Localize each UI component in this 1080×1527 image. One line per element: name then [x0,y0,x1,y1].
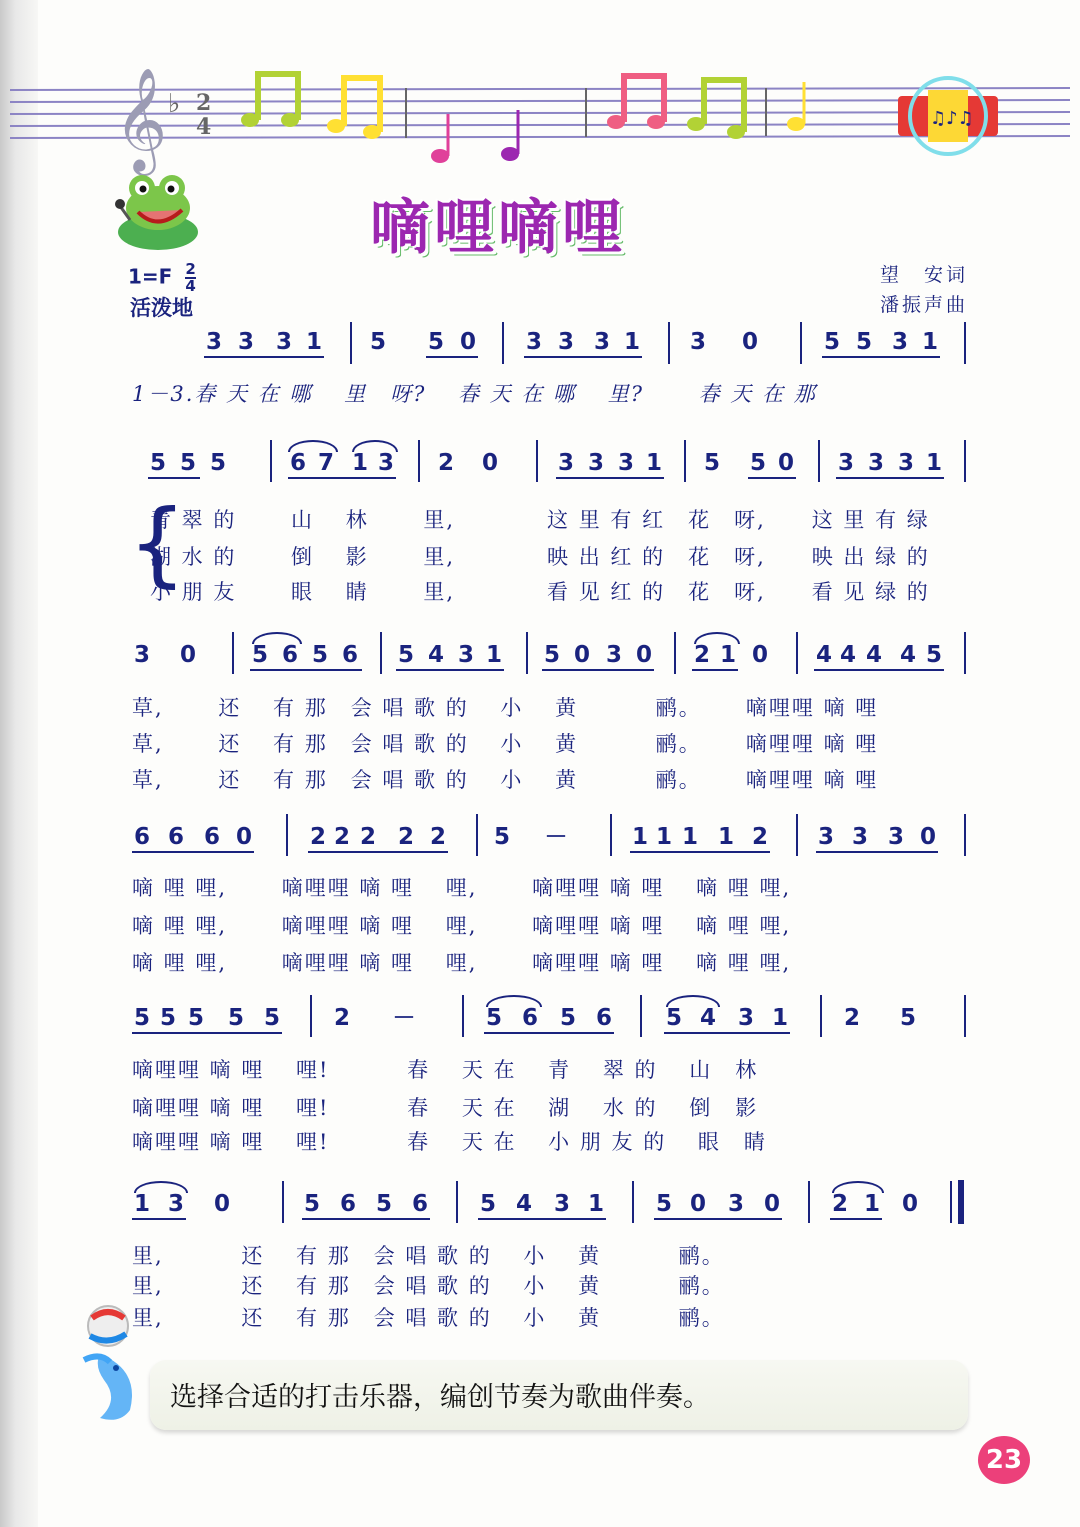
note: 0 [741,329,759,355]
note: 2 [429,824,447,850]
underline [542,669,654,671]
note: 5 [479,1191,497,1217]
note: 0 [901,1191,919,1217]
barline [286,814,288,856]
note: 5 [209,450,227,476]
slur [252,632,302,644]
underline [396,669,504,671]
note: 2 [333,1005,351,1031]
note: 1 [681,824,699,850]
lyrics-verse-3: 嘀哩哩 嘀 哩 哩! 春 天 在 小 朋 友 的 眼 睛 [132,1130,767,1154]
lyrics-verse-1: 草, 还 有 那 会 唱 歌 的 小 黄 鹂。 嘀哩哩 嘀 哩 [132,696,879,720]
slur [694,632,740,644]
note: 0 [763,1191,781,1217]
note: 5 [227,1005,245,1031]
barline [610,814,612,856]
barline [964,440,966,482]
note: 2 [359,824,377,850]
note: 1 [925,450,943,476]
barline [964,322,966,364]
note: 0 [919,824,937,850]
barline [632,1181,634,1223]
barline [476,814,478,856]
lyrics-verse-2: 草, 还 有 那 会 唱 歌 的 小 黄 鹂。 嘀哩哩 嘀 哩 [132,732,879,756]
underline [132,1218,186,1220]
note: 2 [843,1005,861,1031]
note: 1 [133,1191,151,1217]
note: 2 [333,824,351,850]
lyrics-verse: 1－3.春 天 在 哪 里 呀? 春 天 在 哪 里? 春 天 在 那 [132,382,817,406]
note: 1 [645,450,663,476]
note: 0 [777,450,795,476]
barline [964,814,966,856]
underline [308,851,448,853]
key-signature: 1=F $\frac{2}{4}$ [128,260,196,295]
note: 1 [305,329,323,355]
note: 3 [891,329,909,355]
lyrics-verse-3: 草, 还 有 那 会 唱 歌 的 小 黄 鹂。 嘀哩哩 嘀 哩 [132,768,879,792]
note: 3 [737,1005,755,1031]
lyrics-verse-2: 里, 还 有 那 会 唱 歌 的 小 黄 鹂。 [132,1274,725,1298]
note: 5 [855,329,873,355]
barline [310,995,312,1037]
underline [132,851,254,853]
note: 6 [133,824,151,850]
barline [684,440,686,482]
barline [640,995,642,1037]
lyrics-verse-1: 里, 还 有 那 会 唱 歌 的 小 黄 鹂。 [132,1244,725,1268]
svg-text:4: 4 [196,114,212,140]
underline [630,851,770,853]
barline [350,322,352,364]
barline [674,632,676,674]
barline [526,632,528,674]
note: 3 [587,450,605,476]
note: 0 [751,642,769,668]
note: 6 [289,450,307,476]
underline [148,477,200,479]
note: 3 [689,329,707,355]
note: 3 [867,450,885,476]
lyrics-verse-3: 嘀 哩 哩, 嘀哩哩 嘀 哩 哩, 嘀哩哩 嘀 哩 嘀 哩 哩, [132,951,792,975]
note: 3 [817,824,835,850]
note: 3 [851,824,869,850]
barline [502,322,504,364]
barline [800,322,802,364]
note: 4 [865,642,883,668]
barline [282,1181,284,1223]
slur [666,995,720,1007]
barline [818,440,820,482]
note: 2 [437,450,455,476]
note: 5 [493,824,511,850]
underline [132,1032,282,1034]
note: 5 [749,450,767,476]
note: 5 [397,642,415,668]
note: 3 [553,1191,571,1217]
note: 5 [187,1005,205,1031]
note: 2 [751,824,769,850]
note: 5 [251,642,269,668]
note: 4 [427,642,445,668]
note: 1 [587,1191,605,1217]
page-number-badge: 23 [978,1436,1030,1484]
underline [814,669,944,671]
slur [832,1181,884,1193]
note: 3 [837,450,855,476]
lyrics-verse-3: 里, 还 有 那 会 唱 歌 的 小 黄 鹂。 [132,1306,725,1330]
underline [822,356,940,358]
slur [486,995,542,1007]
verse-brace: { [128,490,187,597]
barline [232,632,234,674]
staff-header-decoration [10,40,1070,180]
slur [352,440,398,452]
note: 3 [593,329,611,355]
underline [556,477,664,479]
tempo-marking: 活泼地 [130,296,193,320]
note: 1 [631,824,649,850]
lyrics-verse-2: 湖 水 的 倒 影 里, 映 出 红 的 花 呀, 映 出 绿 的 [150,545,930,569]
note: 4 [515,1191,533,1217]
underline [204,356,324,358]
lyrics-verse-2: 嘀哩哩 嘀 哩 哩! 春 天 在 湖 水 的 倒 影 [132,1096,759,1120]
note: 2 [693,642,711,668]
accordion-icon [898,78,998,154]
underline [478,1218,606,1220]
note: 1 [771,1005,789,1031]
barline [380,632,382,674]
barline [270,440,272,482]
note: － [544,824,568,850]
note: 3 [377,450,395,476]
note: 6 [411,1191,429,1217]
dolphin-mascot-icon [70,1300,160,1430]
frog-mascot-icon [108,170,208,255]
barline [796,632,798,674]
note: 6 [521,1005,539,1031]
underline [692,669,738,671]
note: 5 [559,1005,577,1031]
note: 5 [303,1191,321,1217]
note: 4 [815,642,833,668]
svg-text:𝄞: 𝄞 [114,67,168,172]
underline [816,851,938,853]
lyrics-verse-1: 青 翠 的 山 林 里, 这 里 有 红 花 呀, 这 里 有 绿 [150,508,930,532]
note: 1 [921,329,939,355]
lyricist-credit: 望 安词 [879,264,968,286]
note: 0 [481,450,499,476]
barline [796,814,798,856]
underline [426,356,478,358]
note: 3 [205,329,223,355]
note: 0 [573,642,591,668]
note: 3 [557,450,575,476]
note: 2 [397,824,415,850]
note: 5 [899,1005,917,1031]
note: 3 [237,329,255,355]
note: 3 [525,329,543,355]
note: 3 [167,1191,185,1217]
note: 5 [179,450,197,476]
note: 1 [863,1191,881,1217]
underline [654,1218,782,1220]
barline [536,440,538,482]
barline [456,1181,458,1223]
underline [748,477,796,479]
underline [830,1218,882,1220]
note: 0 [635,642,653,668]
slur [288,440,338,452]
note: 1 [351,450,369,476]
note: 0 [459,329,477,355]
note: 3 [605,642,623,668]
note: 5 [263,1005,281,1031]
note: 6 [281,642,299,668]
note: 6 [203,824,221,850]
song-title: 嘀哩嘀哩 [370,193,626,263]
note: 1 [655,824,673,850]
book-spine [0,0,38,1527]
note: － [392,1005,416,1031]
note: 2 [309,824,327,850]
slur [134,1181,188,1193]
barline [820,995,822,1037]
underline [288,477,396,479]
underline [524,356,642,358]
barline [950,1181,952,1223]
barline [418,440,420,482]
note: 4 [899,642,917,668]
note: 0 [235,824,253,850]
lyrics-verse-2: 嘀 哩 哩, 嘀哩哩 嘀 哩 哩, 嘀哩哩 嘀 哩 嘀 哩 哩, [132,914,792,938]
note: 3 [557,329,575,355]
svg-text:♭: ♭ [168,89,181,119]
note: 5 [311,642,329,668]
lyrics-verse-1: 嘀 哩 哩, 嘀哩哩 嘀 哩 哩, 嘀哩哩 嘀 哩 嘀 哩 哩, [132,876,792,900]
barline [462,995,464,1037]
note: 6 [595,1005,613,1031]
note: 5 [543,642,561,668]
composer-credit: 潘振声曲 [879,294,968,316]
underline [302,1218,430,1220]
barline [964,632,966,674]
note: 1 [485,642,503,668]
note: 5 [703,450,721,476]
note: 1 [719,642,737,668]
note: 3 [617,450,635,476]
note: 5 [375,1191,393,1217]
note: 0 [689,1191,707,1217]
underline [484,1032,614,1034]
music-notes-decoration [241,74,805,163]
note: 6 [341,642,359,668]
barline [964,995,966,1037]
underline [250,669,362,671]
note: 6 [339,1191,357,1217]
note: 3 [457,642,475,668]
note: 3 [727,1191,745,1217]
note: 5 [925,642,943,668]
note: 1 [717,824,735,850]
note: 5 [427,329,445,355]
note: 5 [369,329,387,355]
note: 5 [133,1005,151,1031]
final-barline [958,1180,964,1224]
note: 0 [213,1191,231,1217]
note: 5 [655,1191,673,1217]
note: 1 [623,329,641,355]
svg-text:♫♪♫: ♫♪♫ [930,108,974,129]
lyrics-verse-1: 嘀哩哩 嘀 哩 哩! 春 天 在 青 翠 的 山 林 [132,1058,759,1082]
lyrics-verse-3: 小 朋 友 眼 睛 里, 看 见 红 的 花 呀, 看 见 绿 的 [150,580,930,604]
note: 2 [831,1191,849,1217]
barline [808,1181,810,1223]
activity-tip-text: 选择合适的打击乐器，编创节奏为歌曲伴奏。 [170,1382,710,1413]
note: 5 [823,329,841,355]
svg-text:2: 2 [196,90,212,116]
note: 7 [317,450,335,476]
note: 0 [179,642,197,668]
note: 5 [159,1005,177,1031]
note: 5 [665,1005,683,1031]
note: 3 [275,329,293,355]
underline [664,1032,790,1034]
note: 3 [897,450,915,476]
note: 3 [133,642,151,668]
note: 6 [167,824,185,850]
note: 4 [699,1005,717,1031]
note: 5 [149,450,167,476]
note: 4 [839,642,857,668]
note: 5 [485,1005,503,1031]
barline [668,322,670,364]
note: 3 [887,824,905,850]
